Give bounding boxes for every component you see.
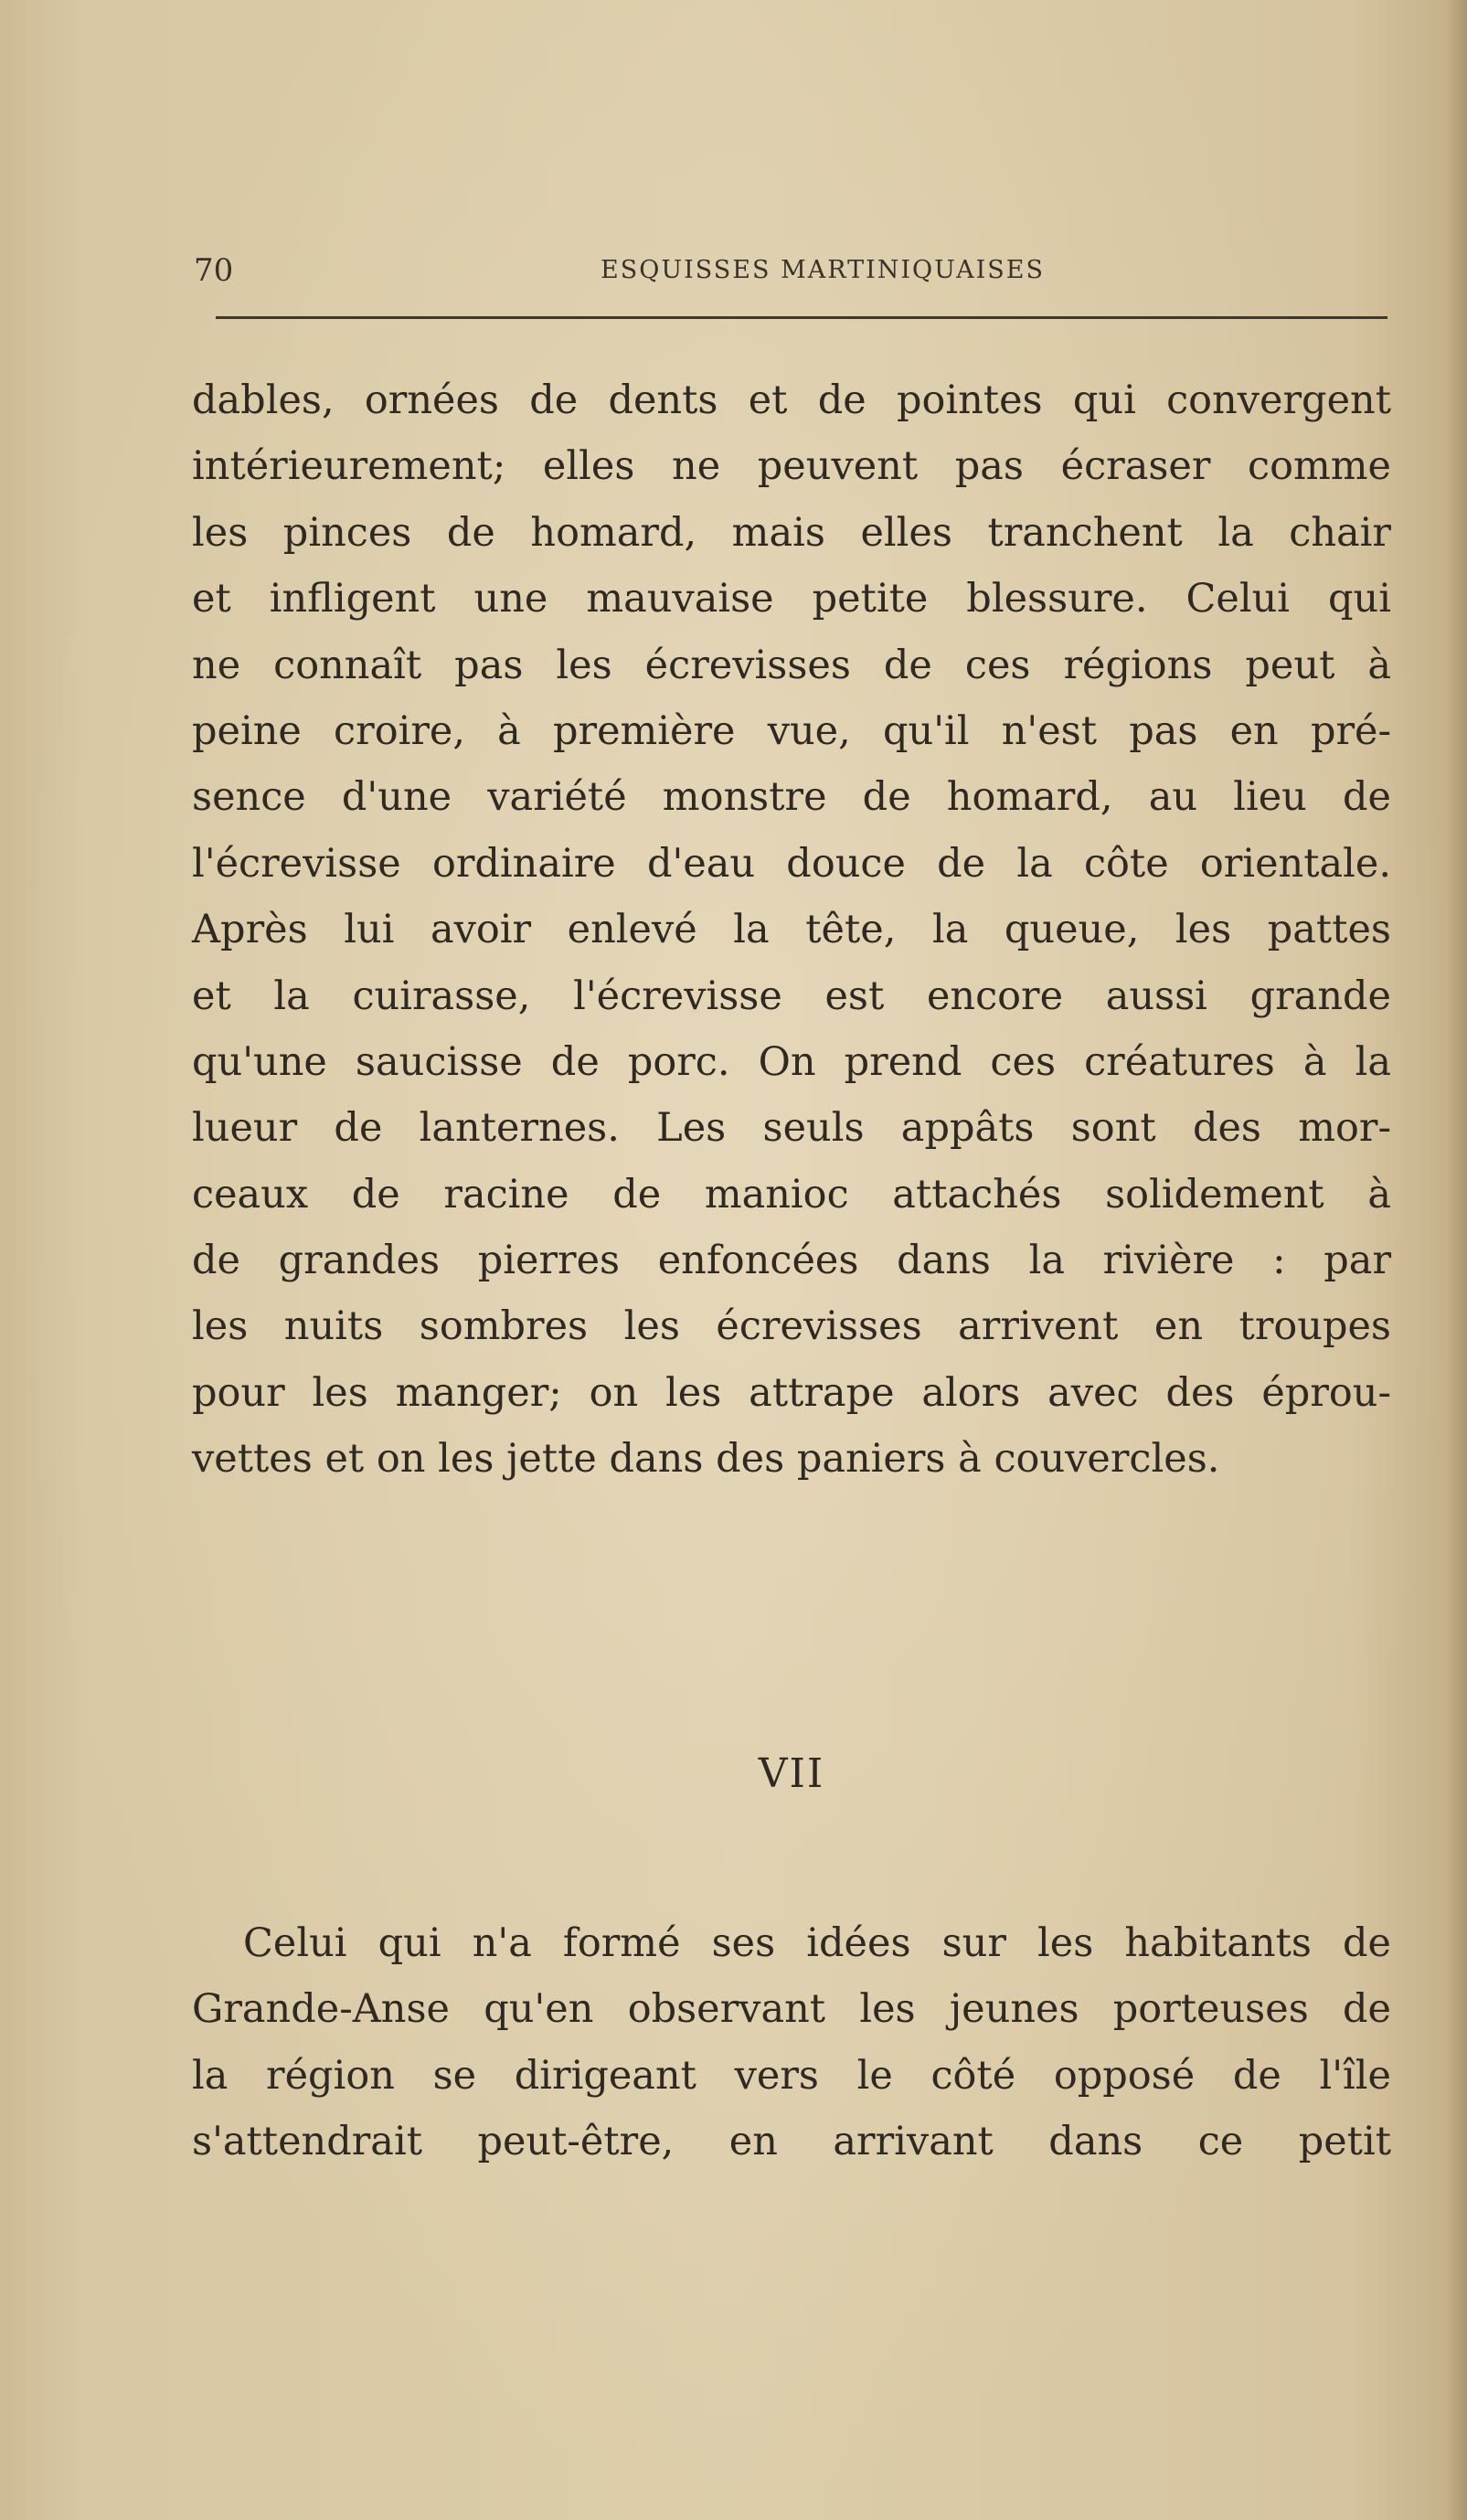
- text-line: ne connaît pas les écrevisses de ces régions peut à: [192, 642, 1391, 688]
- text-line: ceaux de racine de manioc attachés solidement à: [192, 1171, 1391, 1217]
- text-line: et infligent une mauvaise petite blessure. Celui qui: [192, 576, 1391, 622]
- text-line: s'attendrait peut-être, en arrivant dans ce petit: [192, 2119, 1391, 2165]
- header-rule: [216, 316, 1387, 319]
- text-line: qu'une saucisse de porc. On prend ces créatures à la: [192, 1038, 1391, 1085]
- text-line: Après lui avoir enlevé la tête, la queue, les pattes: [192, 907, 1391, 953]
- page-edge-shadow: [1447, 0, 1467, 2520]
- running-head: [194, 249, 1387, 292]
- text-line: et la cuirasse, l'écrevisse est encore aussi grande: [192, 973, 1391, 1019]
- text-line: lueur de lanternes. Les seuls appâts sont des mor-: [192, 1105, 1391, 1152]
- text-line: intérieurement; elles ne peuvent pas écraser comme: [192, 443, 1391, 490]
- page-number: 70: [194, 252, 234, 289]
- text-line: dables, ornées de dents et de pointes qui convergent: [192, 377, 1391, 423]
- text-line: vettes et on les jette dans des paniers à couvercles.: [192, 1436, 1220, 1483]
- text-line: sence d'une variété monstre de homard, au lieu de: [192, 774, 1391, 821]
- section-heading: VII: [758, 1750, 825, 1797]
- text-line: de grandes pierres enfoncées dans la rivière : par: [192, 1238, 1391, 1284]
- paragraph-1: [192, 367, 1391, 1493]
- text-line: Grande-Anse qu'en observant les jeunes porteuses de: [192, 1986, 1391, 2033]
- text-line: Celui qui n'a formé ses idées sur les habitants de: [243, 1920, 1391, 1966]
- text-line: peine croire, à première vue, qu'il n'est pas en pré-: [192, 707, 1391, 754]
- text-line: les nuits sombres les écrevisses arrivent en troupes: [192, 1303, 1391, 1350]
- text-line: la région se dirigeant vers le côté opposé de l'île: [192, 2052, 1391, 2099]
- paragraph-2: [192, 1910, 1391, 2175]
- text-line: les pinces de homard, mais elles tranchent la chair: [192, 509, 1391, 556]
- text-line: pour les manger; on les attrape alors avec des éprou-: [192, 1369, 1391, 1416]
- text-line: l'écrevisse ordinaire d'eau douce de la côte orientale.: [192, 840, 1391, 887]
- running-title: ESQUISSES MARTINIQUAISES: [601, 256, 1045, 284]
